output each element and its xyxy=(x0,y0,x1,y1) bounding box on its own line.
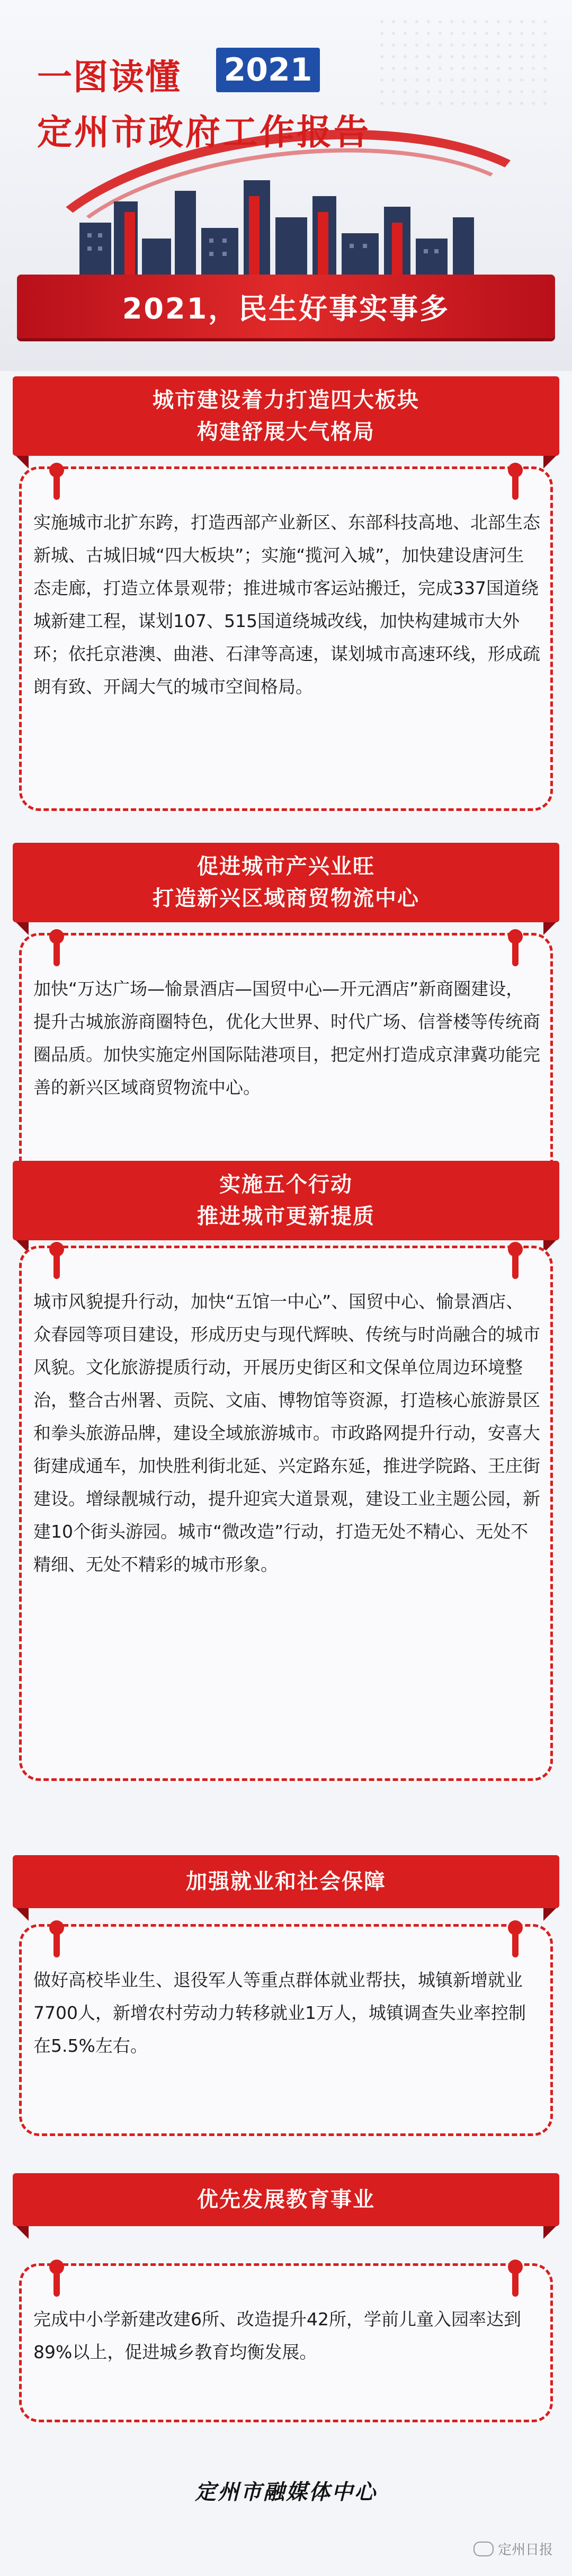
section-4-title: 加强就业和社会保障 xyxy=(186,1869,386,1894)
section-5-box xyxy=(19,2263,553,2422)
headline-banner-text: 2021，民生好事实事多 xyxy=(122,292,450,325)
pin-icon xyxy=(53,2265,60,2297)
pin-icon xyxy=(512,1926,519,1957)
year-badge: 2021 xyxy=(216,48,320,92)
section-1-header xyxy=(13,376,559,456)
pin-icon xyxy=(53,934,60,966)
section-1-body: 实施城市北扩东跨，打造西部产业新区、东部科技高地、北部生态新城、古城旧城“四大板块”；实施“揽河入城”，加快建设唐河生态走廊，打造立体景观带；推进城市客运站搬迁，完成337国道绕城新建工程，谋划107、515国道绕城改线，加快构建城市大外环；依托京港澳、曲港、石津等高速，谋划城市高速环线，形成疏朗有致、开阔大气的城市空间格局。 xyxy=(33,512,540,697)
header xyxy=(0,0,572,371)
section-5-body: 完成中小学新建改建6所、改造提升42所，学前儿童入园率达到89%以上，促进城乡教育均衡发展。 xyxy=(33,2309,521,2362)
section-3-title-line2: 推进城市更新提质 xyxy=(197,1204,375,1229)
section-2-title-line2: 打造新兴区域商贸物流中心 xyxy=(153,886,419,911)
title-line2: 定州市政府工作报告 xyxy=(37,112,371,153)
publisher-credit: 定州市融媒体中心 xyxy=(195,2480,377,2504)
pin-icon xyxy=(53,468,60,500)
section-3-title-line1: 实施五个行动 xyxy=(219,1172,353,1197)
pin-icon xyxy=(512,934,519,966)
wechat-icon xyxy=(473,2542,494,2556)
pin-icon xyxy=(53,1247,60,1279)
section-3-box xyxy=(19,1246,553,1781)
section-5-header xyxy=(13,2173,559,2226)
section-1-title-line1: 城市建设着力打造四大板块 xyxy=(153,388,419,412)
section-3-body: 城市风貌提升行动，加快“五馆一中心”、国贸中心、愉景酒店、众春园等项目建设，形成历史与现代辉映、传统与时尚融合的城市风貌。文化旅游提质行动，开展历史街区和文保单位周边环境整治，整合古州署、贡院、文庙、博物馆等资源，打造核心旅游景区和拳头旅游品牌，建设全域旅游城市。市政路网提升行动，安喜大街建成通车，加快胜利街北延、兴定路东延，推进学院路、王庄街建设。增绿靓城行动，提升迎宾大道景观，建设工业主题公园，新建10个街头游园。城市“微改造”行动，打造无处不精心、无处不精细、无处不精彩的城市形象。 xyxy=(33,1291,540,1575)
section-1-box xyxy=(19,466,553,811)
pin-icon xyxy=(512,2265,519,2297)
section-2-header xyxy=(13,843,559,922)
dot-pattern xyxy=(376,16,551,111)
section-4-box xyxy=(19,1924,553,2136)
headline-banner xyxy=(17,275,555,338)
section-1-title-line2: 构建舒展大气格局 xyxy=(197,420,375,444)
pin-icon xyxy=(512,1247,519,1279)
section-4-body: 做好高校毕业生、退役军人等重点群体就业帮扶，城镇新增就业7700人，新增农村劳动力转移就业1万人，城镇调查失业率控制在5.5%左右。 xyxy=(33,1970,526,2056)
section-3-header xyxy=(13,1161,559,1240)
watermark-text: 定州日报 xyxy=(497,2542,553,2558)
section-2-box xyxy=(19,933,553,1182)
section-2-title-line1: 促进城市产兴业旺 xyxy=(197,854,375,879)
pin-icon xyxy=(53,1926,60,1957)
pin-icon xyxy=(512,468,519,500)
section-4-header xyxy=(13,1855,559,1908)
title-line1: 一图读懂 xyxy=(37,57,181,98)
watermark xyxy=(473,2539,553,2559)
section-2-body: 加快“万达广场—愉景酒店—国贸中心—开元酒店”新商圈建设，提升古城旅游商圈特色，优化大世界、时代广场、信誉楼等传统商圈品质。加快实施定州国际陆港项目，把定州打造成京津冀功能完善的新兴区域商贸物流中心。 xyxy=(33,978,540,1098)
section-5-title: 优先发展教育事业 xyxy=(197,2187,375,2212)
